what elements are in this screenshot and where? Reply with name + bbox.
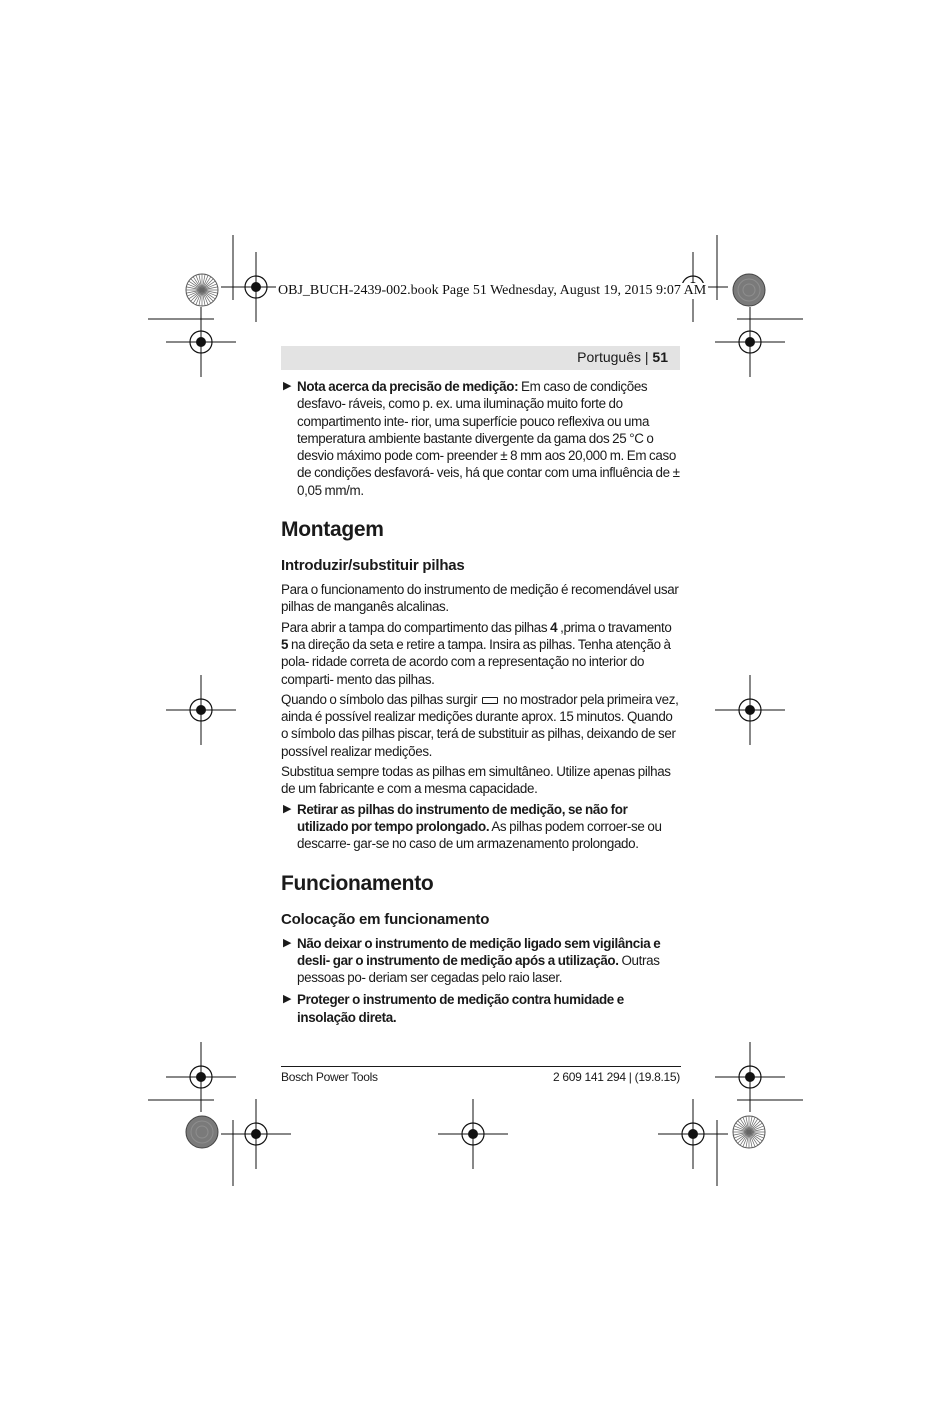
header-separator: | bbox=[641, 349, 653, 365]
note-bullet bbox=[281, 378, 681, 499]
b1-text: Outras pessoas po- deriam ser cegadas pelo raio laser. bbox=[297, 952, 660, 986]
triangle-right-icon: ▶ bbox=[283, 993, 292, 1006]
p2-text-a: Para abrir a tampa do compartimento das pilhas bbox=[281, 619, 551, 635]
page-header bbox=[281, 346, 680, 370]
p3-text-a: Quando o símbolo das pilhas surgir bbox=[281, 691, 481, 707]
paragraph-4: Substitua sempre todas as pilhas em simultâneo. Utilize apenas pilhas de um fabricante e com a mesma capacidade. bbox=[281, 764, 671, 797]
footer-doc-number: 2 609 141 294 | (19.8.15) bbox=[552, 1070, 680, 1084]
p2-text-b: ,prima o travamento bbox=[557, 619, 672, 635]
ref-5: 5 bbox=[281, 636, 289, 652]
bullet-text: As pilhas podem corroer-se ou descarre- gar-se no caso de um armazenamento prolongado. bbox=[297, 818, 662, 852]
battery-icon bbox=[482, 697, 498, 704]
remove-batteries-bullet bbox=[281, 801, 681, 853]
footer-brand: Bosch Power Tools bbox=[281, 1070, 378, 1084]
note-bold: Nota acerca da precisão de medição: bbox=[297, 379, 519, 394]
ref-4: 4 bbox=[550, 619, 558, 635]
page-number: 51 bbox=[652, 349, 668, 365]
print-slug: OBJ_BUCH-2439-002.book Page 51 Wednesday, August 19, 2015 9:07 AM bbox=[278, 283, 707, 298]
heading-montagem: Montagem bbox=[281, 518, 384, 542]
footer-rule bbox=[281, 1066, 681, 1067]
b1-bold: Não deixar o instrumento de medição ligado sem vigilância e desli- gar o instrumento de medição após a utilização. bbox=[297, 935, 661, 968]
triangle-right-icon: ▶ bbox=[283, 380, 292, 392]
p3-text-b: no mostrador pela primeira vez, ainda é possível realizar medições durante aprox. 15 minutos. Quando o símbolo das pilhas piscar, terá de substituir as pilhas, deixando de ser possível realizar medições. bbox=[281, 691, 679, 759]
triangle-right-icon: ▶ bbox=[283, 936, 292, 949]
page-content bbox=[281, 378, 681, 1031]
header-text bbox=[577, 349, 668, 365]
b2-bold: Proteger o instrumento de medição contra humidade e insolação direta. bbox=[297, 992, 624, 1025]
paragraph-1: Para o funcionamento do instrumento de medição é recomendável usar pilhas de manganês alcalinas. bbox=[281, 582, 679, 615]
paragraph-3 bbox=[281, 691, 681, 760]
subheading-colocacao: Colocação em funcionamento bbox=[281, 910, 490, 928]
header-section: Português bbox=[577, 349, 641, 365]
paragraph-2 bbox=[281, 619, 681, 688]
heading-funcionamento: Funcionamento bbox=[281, 871, 434, 895]
bullet-bold: Retirar as pilhas do instrumento de medição, se não for utilizado por tempo prolongado. bbox=[297, 801, 628, 834]
p2-text-c: na direção da seta e retire a tampa. Insira as pilhas. Tenha atenção à pola- ridade correta de acordo com a representação no interior do comparti- mento das pilhas. bbox=[281, 636, 671, 687]
unattended-bullet bbox=[281, 935, 681, 987]
subheading-pilhas: Introduzir/substituir pilhas bbox=[281, 557, 465, 575]
humidity-bullet bbox=[281, 991, 681, 1026]
note-text: Em caso de condições desfavo- ráveis, como p. ex. uma iluminação muito forte do compartimento inte- rior, uma superfície pouco reflexiva ou uma temperatura ambiente bastante divergente da gama dos 25 °C o desvio máximo pode com- preender ± 8 mm aos 20,000 m. Em caso de condições desfavorá- veis, há que contar com uma influência de ± 0,05 mm/m. bbox=[297, 379, 680, 498]
triangle-right-icon: ▶ bbox=[283, 802, 292, 815]
